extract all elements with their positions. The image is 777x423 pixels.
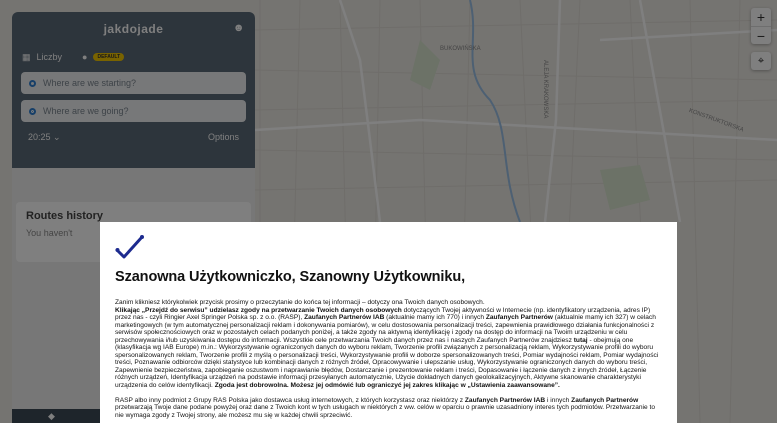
consent-text (115, 299, 662, 419)
consent-bold: Zgoda jest dobrowolna. Możesz jej odmówić lub ograniczyć jej zakres klikając w „Ustawienia zaawansowane”. (212, 382, 560, 390)
trusted-partners-link[interactable]: Zaufanych Partnerów (484, 314, 553, 322)
consent-span: i innych (545, 396, 570, 404)
consent-span: RASP albo inny podmiot z Grupy RAS Polska jako dostawca usług internetowych, z których korzystasz oraz niektórzy z (115, 396, 464, 404)
consent-span: dotyczących Twojej aktywności w Internecie (np. identyfikatory urządzenia, adres IP) przez nas - czyli Ringier Axel Springer Polska sp. z o.o. (RASP), (115, 306, 651, 322)
consent-title: Szanowna Użytkowniczko, Szanowny Użytkowniku, (115, 269, 465, 285)
consent-bold: Klikając „Przejdź do serwisu” udzielasz zgody na przetwarzanie Twoich danych osobowych (115, 306, 402, 314)
consent-span: - obejmują one (klasyfikacja wg IAB Europe) m.in.: Wykorzystywanie ograniczonych danych do wyboru reklam, Tworzenie profili związanych z personalizacją reklam, Wykorzystywanie profili do wyboru spersonalizowanych reklam, Tworzenie profili z myślą o personalizacji treści, Wykorzystywanie profili w doborze spersonalizowanych treści, Pomiar wydajności reklam, Pomiar wydajności treści, Poznawanie odbiorców dzięki statystyce lub kombinacji danych z różnych źródeł, Opracowywanie i ulepszanie usług, Wykorzystywanie ograniczonych danych do wyboru treści, Zapewnienie bezpieczeństwa, zapobieganie oszustwom i naprawianie błędów, Dostarczanie i prezentowanie reklam i treści, Dopasowanie i łączenie danych z innych źródeł, Łączenie różnych urządzeń, Identyfikacja urządzeń na podstawie informacji przesyłanych automatycznie, Użycie dokładnych danych geolokalizacyjnych, Aktywne skanowanie charakterystyki urządzenia do celów identyfikacji. (115, 336, 659, 390)
consent-dialog (100, 222, 677, 423)
consent-intro: Zanim klikniesz którykolwiek przycisk prosimy o przeczytanie do końca tej informacji – dotyczy ona Twoich danych osobowych. (115, 299, 485, 306)
checkmark-logo-icon (115, 234, 145, 260)
iab-partners-link[interactable]: Zaufanych Partnerów IAB (302, 314, 385, 322)
trusted-partners-link[interactable]: Zaufanych Partnerów (569, 396, 639, 404)
consent-span: przetwarzają Twoje dane podane powyżej oraz dane z Twoich kont w tych usługach w niektórych z ww. celów w oparciu o prawnie uzasadniony interes tych podmiotów. Przetwarzanie to nie wymaga zgody z Twojej strony, ale możesz mu się w każdej chwili sprzeciwić. (115, 404, 655, 419)
consent-span: (aktualnie mamy ich 327) w celach marketingowych (w tym automatycznej personalizacji reklam i dokonywania pomiarów), w celu dostosowania personalizacji treści, zapewnienia prawidłowego działania funkcjonalności z serwisów społecznościowych oraz w pozostałych celach podanych poniżej, a także zgody na aktywną identyfikację i zgody na dostęp do informacji na Twoim urządzeniu w celu przechowywania i/lub uzyskiwania dostępu do informacji. Wszystkie cele przetwarzania Twoich danych przez nas i naszych Zaufanych Partnerów znajdziesz (115, 314, 656, 344)
purposes-link[interactable]: tutaj (571, 336, 588, 344)
consent-span: (aktualnie mamy ich 770) i innych (384, 314, 485, 322)
iab-partners-link[interactable]: Zaufanych Partnerów IAB (463, 396, 546, 404)
